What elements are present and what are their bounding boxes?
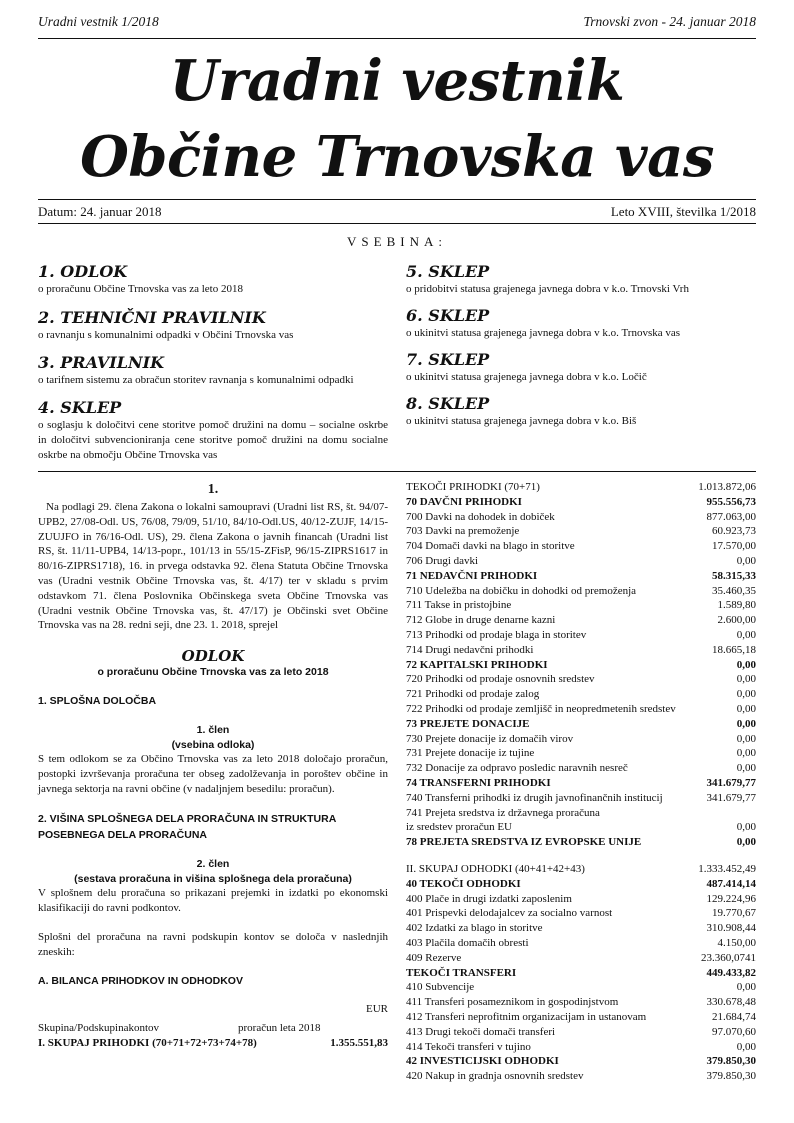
row-value: 1.333.452,49 [698,863,756,875]
table-row [406,921,756,936]
row-label: 710 Udeležba na dobičku in dohodki od premoženja [406,584,637,597]
dateline-rule [38,223,756,224]
row-value: 0,00 [736,673,756,686]
row-value: 955.556,73 [706,495,756,508]
table-row [406,1069,756,1084]
table-row [406,510,756,525]
row-value: 2.600,00 [717,614,756,627]
row-label: 740 Transferni prihodki iz drugih javnofinančnih institucij [406,791,663,804]
row-label: 711 Takse in pristojbine [406,599,512,612]
toc-heading: 5. SKLEP [406,262,490,281]
table-row [406,554,756,569]
row-value: 58.315,33 [712,569,756,582]
column-header-budget: proračun leta 2018 [238,1022,321,1035]
row-value: 1.589,80 [717,599,756,612]
table-row [406,613,756,628]
clause-heading: 1. člen [196,723,230,736]
row-label: TEKOČI PRIHODKI (70+71) [406,481,540,493]
row-label: 400 Plače in drugi izdatki zaposlenim [406,892,572,905]
masthead-line1: Uradni vestnik [169,48,625,114]
table-row [406,966,756,981]
row-label: 401 Prispevki delodajalcev za socialno varnost [406,907,613,920]
row-label: 420 Nakup in gradnja osnovnih sredstev [406,1070,584,1083]
table-row [406,980,756,995]
row-value: 23.360,0741 [701,951,756,964]
table-row [406,584,756,599]
decree-title: ODLOK [181,647,245,666]
row-label: 70 DAVČNI PRIHODKI [406,495,522,508]
clause-text: V splošnem delu proračuna so prikazani prejemki in izdatki po ekonomski klasifikaciji do ravni podkontov. [38,887,388,915]
row-label: 71 NEDAVČNI PRIHODKI [406,569,538,582]
decree-subtitle: o proračunu Občine Trnovska vas za leto 2018 [97,666,329,679]
column-header-group: Skupina/Podskupinakontov [38,1022,160,1035]
toc-heading: 6. SKLEP [406,306,490,325]
row-label: 732 Donacije za odpravo posledic naravnih nesreč [406,762,628,775]
table-row [406,732,756,747]
row-label: 409 Rezerve [406,951,462,964]
row-value: 0,00 [736,688,756,701]
table-row [406,480,756,495]
row-value: 0,00 [736,554,756,567]
section-heading: 2. VIŠINA SPLOŠNEGA DELA PRORAČUNA IN STRUKTURA POSEBNEGA DELA PRORAČUNA [38,812,336,841]
table-row [406,672,756,687]
table-row [406,1054,756,1069]
expense-table [406,862,756,1084]
row-label: 703 Davki na premoženje [406,525,520,538]
article-preamble: Na podlagi 29. člena Zakona o lokalni samoupravi (Uradni list RS, št. 94/07-UPB2, 27/08-Odl. US, 76/08, 79/09, 51/10, 84/10-Odl.US, 40/12-ZUJF, 14/15-ZUUJFO in 76/16-Odl. US), 29. člena Zakona o javnih financah (Uradni list RS, št. 11/11-UPB4, 14/13-popr., 101/13 in 55/15-ZFisP, 96/15-ZIPRS1617 in 80/16-ZIPRS1718), 16. in prvega odstavka 92. člena Statuta Občine Trnovska vas (Uradni vestnik Občine Trnovska vas, št. 4/17) ter v skladu s prvim odstavkom 71. člena Poslovnika Občinskega sveta Občine Trnovska vas (Uradni vestnik Občine Trnovska vas, št. 47/17) je Občinski svet Občine Trnovska vas na 28. redni seji, dne 23. 1. 2018, sprejel [38,501,388,632]
row-value: 97.070,60 [712,1025,756,1038]
dateline [38,204,756,220]
row-value: 877.063,00 [706,510,756,523]
row-value: 379.850,30 [706,1070,756,1083]
table-row [406,791,756,806]
toc-item[interactable] [38,308,388,343]
row-label: 713 Prihodki od prodaje blaga in storitev [406,628,587,641]
revenue-table [406,480,756,850]
table-row [406,539,756,554]
row-label: 411 Transferi posameznikom in gospodinjstvom [406,996,619,1009]
clause-text: S tem odlokom se za Občino Trnovska vas za leto 2018 določajo proračun, postopki izvrševanja proračuna ter obseg zadolževanja in poroštev občine in javnega sektorja na ravni občine (v nadaljnjem besedilu: proračun). [38,753,388,795]
row-label: 731 Prejete donacije iz tujine [406,747,535,760]
table-row [406,877,756,892]
table-row [406,717,756,732]
table-row [406,495,756,510]
row-value: 4.150,00 [717,936,756,949]
row-label: iz sredstev proračun EU [406,821,512,834]
clause-subheading: (vsebina odloka) [171,738,255,751]
article-number: 1. [207,482,219,497]
toc-description: o ukinitvi statusa grajenega javnega dobra v k.o. Trnovska vas [406,327,681,339]
section-heading: A. BILANCA PRIHODKOV IN ODHODKOV [38,974,243,987]
toc-description: o ukinitvi statusa grajenega javnega dobra v k.o. Biš [406,415,637,427]
table-row [406,995,756,1010]
table-row [406,892,756,907]
toc-item[interactable] [406,350,756,385]
toc-heading: 7. SKLEP [406,350,490,369]
table-row [406,906,756,921]
toc-item[interactable] [38,353,388,388]
row-value: 341.679,77 [706,776,756,789]
row-label: 712 Globe in druge denarne kazni [406,614,556,627]
row-value: 19.770,67 [712,907,756,920]
table-row [406,806,756,821]
row-label: 721 Prihodki od prodaje zalog [406,688,540,701]
table-row [406,936,756,951]
table-row [406,951,756,966]
row-label: II. SKUPAJ ODHODKI (40+41+42+43) [406,863,585,875]
issue-number: Leto XVIII, številka 1/2018 [610,204,756,219]
table-header [38,1021,388,1036]
row-label: 40 TEKOČI ODHODKI [406,877,521,890]
table-row [406,862,756,877]
row-label: 72 KAPITALSKI PRIHODKI [406,658,548,671]
clause-text: Splošni del proračuna na ravni podskupin kontov se določa v naslednjih zneskih: [38,930,388,958]
toc-heading: 1. ODLOK [38,262,128,281]
table-row [406,598,756,613]
currency-label: EUR [366,1003,388,1016]
toc-item[interactable] [38,262,388,297]
row-label: 730 Prejete donacije iz domačih virov [406,732,574,745]
row-value: 21.684,74 [712,1010,756,1023]
row-label: 410 Subvencije [406,981,475,994]
row-value: 0,00 [736,732,756,745]
header-left: Uradni vestnik 1/2018 [38,14,159,29]
toc-item[interactable] [406,262,756,297]
row-value: 129.224,96 [706,892,756,905]
row-label: 704 Domači davki na blago in storitve [406,540,575,553]
toc-description: o tarifnem sistemu za obračun storitev ravnanja s komunalnimi odpadki [38,374,354,386]
row-value: 60.923,73 [712,525,756,538]
row-value: 449.433,82 [706,966,756,979]
section-heading: 1. SPLOŠNA DOLOČBA [38,694,157,707]
row-label: 42 INVESTICIJSKI ODHODKI [406,1055,559,1068]
table-row [406,776,756,791]
row-label: 741 Prejeta sredstva iz državnega proračuna [406,806,600,819]
clause-subheading: (sestava proračuna in višina splošnega dela proračuna) [74,872,352,885]
toc-description: o ravnanju s komunalnimi odpadki v Občini Trnovska vas [38,329,294,341]
row-label: 73 PREJETE DONACIJE [406,717,530,730]
row-label: 74 TRANSFERNI PRIHODKI [406,776,551,789]
row-value: 487.414,14 [706,877,756,890]
row-label: 706 Drugi davki [406,554,479,567]
row-value: 35.460,35 [712,584,756,597]
row-label: 403 Plačila domačih obresti [406,936,529,949]
toc-description: o proračunu Občine Trnovska vas za leto 2018 [38,283,243,295]
header-rule [38,38,756,39]
row-value: 0,00 [736,702,756,715]
table-row [406,1040,756,1055]
contents-heading: VSEBINA: [347,234,447,249]
row-value: 310.908,44 [706,922,756,935]
row-label: 700 Davki na dohodek in dobiček [406,510,555,523]
header-right: Trnovski zvon - 24. januar 2018 [583,14,756,29]
row-value: 330.678,48 [706,996,756,1009]
toc-item[interactable] [38,398,388,463]
toc-description: o soglasju k določitvi cene storitve pomoč družini na domu – socialne oskrbe in določitvi subvencioniranja cene storitve pomoč družini na domu socialne oskrbe na območju Občine Trnovska vas [38,419,388,461]
row-label: 412 Transferi neprofitnim organizacijam in ustanovam [406,1010,647,1023]
row-value: 18.665,18 [712,643,756,656]
toc-heading: 3. PRAVILNIK [38,353,165,372]
table-row [38,1036,388,1051]
row-value: 0,00 [736,658,756,671]
table-row [406,524,756,539]
clause-heading: 2. člen [196,857,230,870]
table-row [406,569,756,584]
row-value: 0,00 [736,747,756,760]
row-label: 402 Izdatki za blago in storitve [406,922,543,935]
table-row [406,1025,756,1040]
toc-heading: 2. TEHNIČNI PRAVILNIK [38,308,266,327]
row-label: 413 Drugi tekoči domači transferi [406,1025,556,1038]
row-label: 722 Prihodki od prodaje zemljišč in neopredmetenih sredstev [406,702,676,715]
masthead-line2: Občine Trnovska vas [80,124,714,190]
running-header [38,14,756,30]
contents-rule [38,471,756,472]
issue-date: Datum: 24. januar 2018 [38,204,162,219]
table-row [406,702,756,717]
row-value: 379.850,30 [706,1055,756,1068]
row-value: 0,00 [736,628,756,641]
table-row [406,1010,756,1025]
row-value: 0,00 [736,717,756,730]
row-value: 0,00 [736,836,756,849]
row-value: 17.570,00 [712,540,756,553]
table-row [406,658,756,673]
row-label: 714 Drugi nedavčni prihodki [406,643,534,656]
row-label: I. SKUPAJ PRIHODKI (70+71+72+73+74+78) [38,1036,257,1049]
row-value: 1.013.872,06 [698,481,756,493]
toc-description: o pridobitvi statusa grajenega javnega dobra v k.o. Trnovski Vrh [406,283,689,295]
table-row [406,835,756,850]
toc-heading: 8. SKLEP [406,394,490,413]
row-value: 0,00 [736,821,756,834]
row-label: 720 Prihodki od prodaje osnovnih sredstev [406,673,595,686]
row-value: 1.355.551,83 [330,1036,388,1049]
row-value: 0,00 [736,762,756,775]
article-column [38,482,388,1051]
row-value: 0,00 [736,981,756,994]
row-label: 78 PREJETA SREDSTVA IZ EVROPSKE UNIJE [406,836,642,849]
toc-item[interactable] [406,306,756,341]
toc-description: o ukinitvi statusa grajenega javnega dobra v k.o. Ločič [406,371,647,383]
table-row [406,687,756,702]
row-label: TEKOČI TRANSFERI [406,966,517,979]
toc-heading: 4. SKLEP [38,398,122,417]
table-row [406,820,756,835]
row-value: 0,00 [736,1040,756,1053]
masthead-rule [38,199,756,200]
row-label: 414 Tekoči transferi v tujino [406,1040,531,1053]
table-row [406,628,756,643]
row-value: 341.679,77 [706,791,756,804]
table-row [406,761,756,776]
toc-item[interactable] [406,394,756,429]
table-row [406,746,756,761]
table-row [406,643,756,658]
